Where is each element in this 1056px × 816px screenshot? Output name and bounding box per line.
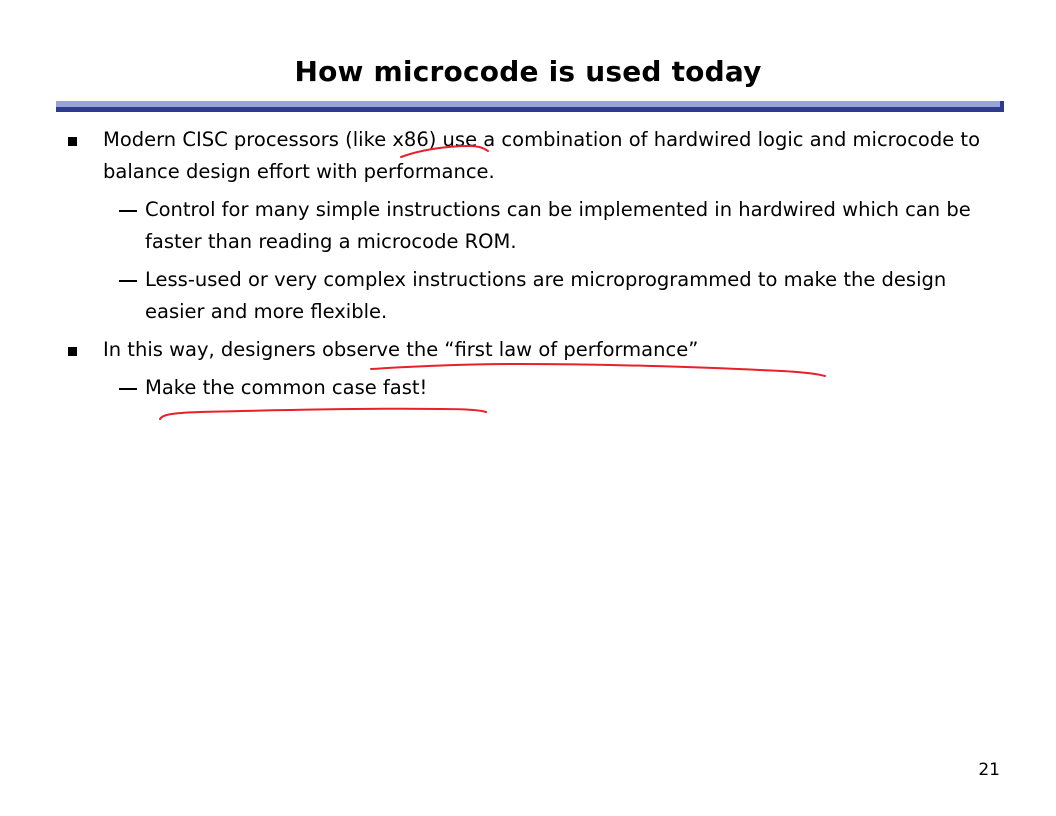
sub-bullet-item [68,194,1008,258]
slide-body [68,124,1008,410]
sub-bullet-text: Make the common case fast! [145,376,428,399]
square-bullet-icon [68,347,77,356]
bullet-text: Modern CISC processors (like x86) use a combination of hardwired logic and microcode to balance design effort with performance. [103,128,981,183]
sub-bullet-item [68,264,1008,328]
dash-bullet-icon [119,388,137,390]
bullet-item [68,124,1008,188]
underline-annotation [160,409,486,419]
square-bullet-icon [68,137,77,146]
bullet-text: In this way, designers observe the “first law of performance” [103,338,699,361]
sub-bullet-item [68,372,1008,404]
title-divider [56,101,1004,113]
slide-title: How microcode is used today [294,55,762,88]
sub-bullet-text: Less-used or very complex instructions are microprogrammed to make the design easier and more flexible. [145,268,947,323]
page-number: 21 [978,760,1000,780]
sub-bullet-text: Control for many simple instructions can be implemented in hardwired which can be faster than reading a microcode ROM. [145,198,971,253]
bullet-item [68,334,1008,366]
dash-bullet-icon [119,280,137,282]
dash-bullet-icon [119,210,137,212]
